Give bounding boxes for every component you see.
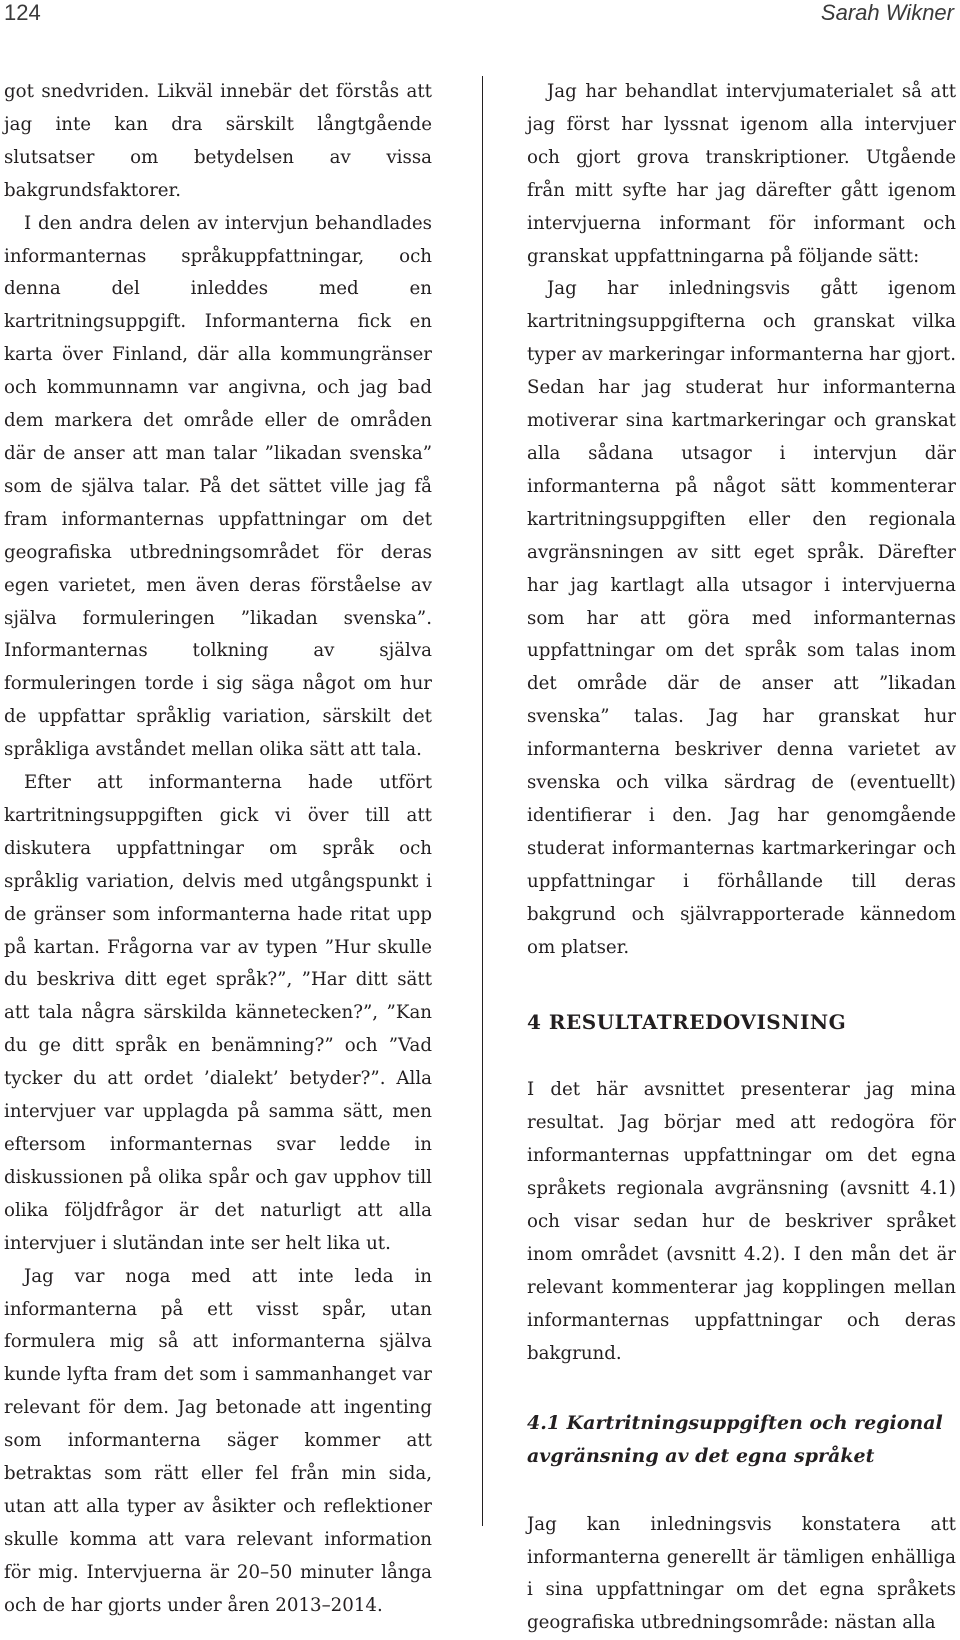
column-divider xyxy=(482,76,483,1526)
section-heading: 4 RESULTATREDOVISNING xyxy=(527,1010,847,1035)
subsection-heading: 4.1 Kartritningsuppgiften och regional avgränsning av det egna språket xyxy=(527,1411,943,1467)
paragraph: Jag har behandlat intervjumaterialet så att jag först har lyssnat igenom alla intervjuer och gjort grova transkriptioner. Utgående från mitt syfte har jag därefter gått igenom intervjuerna informant för informant och granskat uppfattningarna på följande sätt: xyxy=(527,81,956,267)
paragraph: got snedvriden. Likväl innebär det förstås att jag inte kan dra särskilt långtgående slutsatser om betydelsen av vissa bakgrundsfaktorer. xyxy=(4,81,432,201)
paragraph: I den andra delen av intervjun behandlades informanternas språkuppfattningar, och denna del inleddes med en kartritningsuppgift. Informanterna fick en karta över Finland, där alla kommungränser och kommunnamn var angivna, och jag bad dem markera det område eller de områden där de anser att man talar ”likadan svenska” som de själva talar. På det sättet ville jag få fram informanternas uppfattningar om det geografiska utbredningsområdet för deras egen varietet, men även deras förståelse av själva formuleringen ”likadan svenska”. Informanternas tolkning av själva formuleringen torde i sig säga något om hur de uppfattar språklig variation, särskilt det språkliga avståndet mellan olika sätt att tala. xyxy=(4,212,432,761)
page-number: 124 xyxy=(4,0,41,25)
paragraph: I det här avsnittet presenterar jag mina resultat. Jag börjar med att redogöra för informanternas uppfattningar om det egna språkets regionala avgränsning (avsnitt 4.1) och visar sedan hur de beskriver språket inom området (avsnitt 4.2). I den mån det är relevant kommenterar jag kopplingen mellan informanternas uppfattningar och deras bakgrund. xyxy=(527,1079,956,1364)
page-header xyxy=(0,0,960,34)
paragraph: Jag var noga med att inte leda in informanterna på ett visst spår, utan formulera mig så att informanterna själva kunde lyfta fram det som i sammanhanget var relevant för dem. Jag betonade att ingenting som informanterna säger kommer att betraktas som rätt eller fel från min sida, utan att alla typer av åsikter och reflektioner skulle komma att vara relevant information för mig. Intervjuerna är 20–50 minuter långa och de har gjorts under åren 2013–2014. xyxy=(4,1265,432,1616)
paragraph: Jag har inledningsvis gått igenom kartritningsuppgifterna och granskat vilka typer av markeringar informanterna har gjort. Sedan har jag studerat hur informanterna motiverar sina kartmarkeringar och granskat alla sådana utsagor i intervjun där informanterna på något sätt kommenterar kartritningsuppgiften eller den regionala avgränsningen av sitt eget språk. Därefter har jag kartlagt alla utsagor i intervjuerna som har att göra med informanternas uppfattningar om det språk som talas inom det område där de anser att ”likadan svenska” talas. Jag har granskat hur informanterna beskriver denna varietet av svenska och vilka särdrag de (eventuellt) identifierar i den. Jag har genomgående studerat informanternas kartmarkeringar och uppfattningar i förhållande till deras bakgrund och självrapporterade kännedom om platser. xyxy=(527,278,956,958)
paragraph: Jag kan inledningsvis konstatera att informanterna generellt är tämligen enhälliga i sina uppfattningar om det egna språkets geografiska utbredningsområde: nästan alla xyxy=(527,1513,956,1634)
running-head-author: Sarah Wikner xyxy=(820,0,954,25)
paragraph: Efter att informanterna hade utfört kartritningsuppgiften gick vi över till att diskutera uppfattningar om språk och språklig variation, delvis med utgångspunkt i de gränser som informanterna hade ritat upp på kartan. Frågorna var av typen ”Hur skulle du beskriva ditt eget språk?”, ”Har ditt sätt att tala några särskilda kännetecken?”, ”Kan du ge ditt språk en benämning?” och ”Vad tycker du att ordet ’dialekt’ betyder?”. Alla intervjuer var upplagda på samma sätt, men eftersom informanternas svar ledde in diskussionen på olika spår och gav upphov till olika följdfrågor är det naturligt att alla intervjuer i slutändan inte ser helt lika ut. xyxy=(4,772,432,1254)
left-column xyxy=(4,76,432,1623)
right-column xyxy=(527,76,956,1640)
